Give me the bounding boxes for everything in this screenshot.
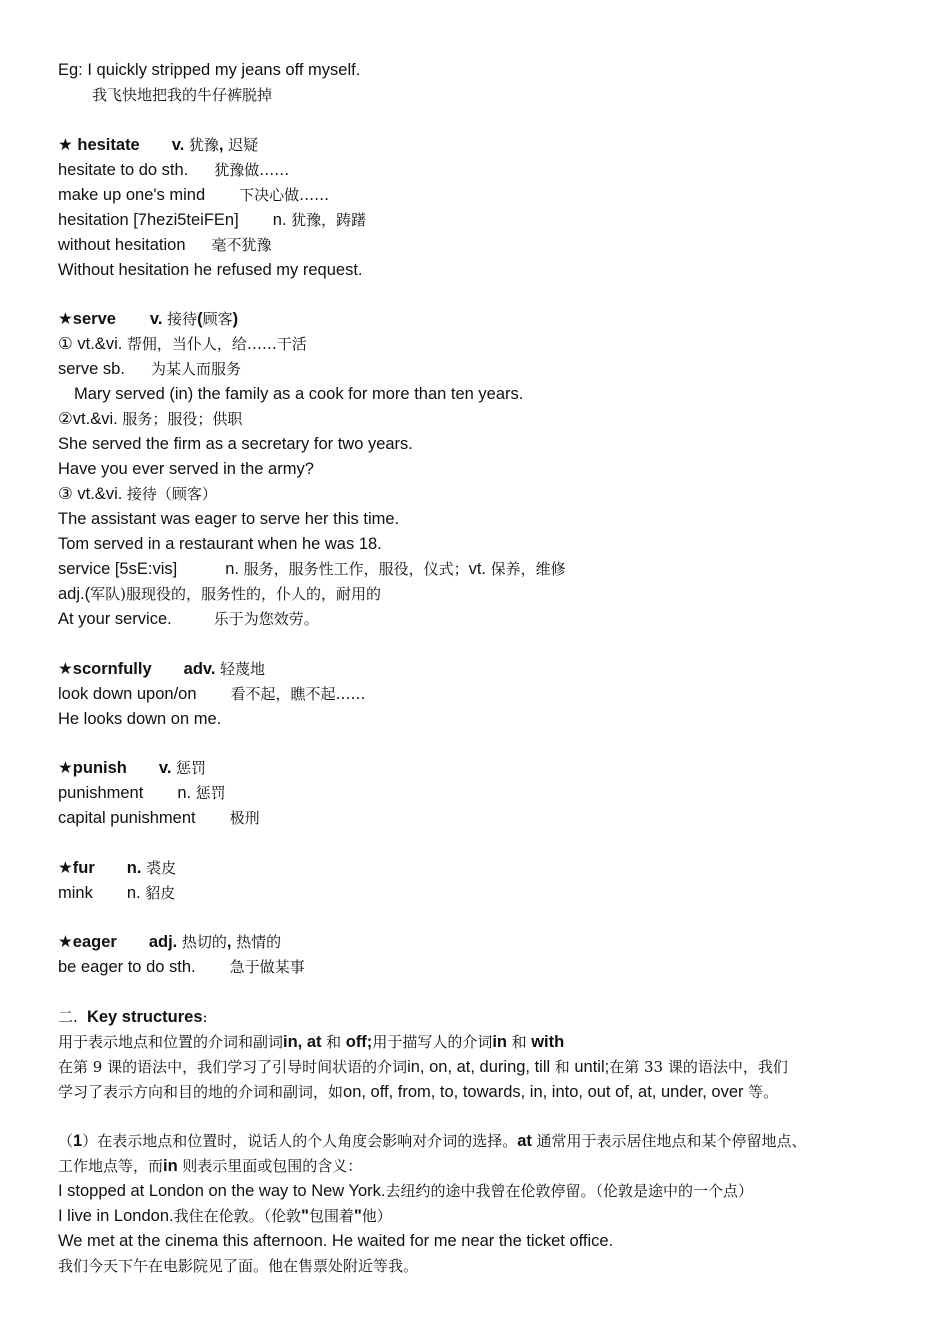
part-of-speech: n. [272,210,287,229]
phrase-row [58,233,908,258]
section-number: 二. [58,1007,78,1026]
entry-hesitate-head [58,133,908,158]
part-of-speech: v. [158,759,172,777]
headword: ★serve [58,310,116,328]
text-en: I live in London. [58,1207,174,1225]
text-en: with [531,1032,565,1051]
entry-scornfully-head [58,657,908,682]
phrase-row [58,806,908,831]
phrase-en: capital punishment [58,809,196,827]
example-sentence: Mary served (in) the family as a cook for more than ten years. [74,385,524,403]
text-en: in, at [283,1032,322,1051]
part-of-speech: adj. [148,933,178,951]
text-zh: 去纽约的途中我曾在伦敦停留。（伦敦是途中的一个点） [385,1182,753,1200]
sense-zh: 帮佣，当仆人，给……干活 [126,335,307,353]
text-zh: 包围着 [308,1207,354,1225]
phrase-zh: 下决心做…… [239,185,330,204]
part-of-speech: vt.&vi. [77,335,123,353]
example-sentence: He looks down on me. [58,709,222,728]
sense-number: ③ [58,485,73,503]
phrase-zh: )服现役的，服务性的，仆人的，耐用的 [120,585,381,603]
text-zh: 在第 9 课的语法中，我们学习了引导时间状语的介词 [58,1057,408,1076]
phrase-row [58,781,908,806]
part-of-speech: n. [126,858,142,877]
text-zh: 和 [326,1032,342,1051]
phrase-en: serve sb. [58,360,125,378]
phrase-en: hesitation [7hezi5teiFEn] [58,210,239,229]
part-of-speech: adj.( [58,585,91,603]
example-sentence [58,1179,908,1204]
definition: 裘皮 [146,858,177,877]
headword: ★punish [58,759,127,777]
text-zh: 和 [554,1057,570,1076]
paren: ) [232,310,239,328]
phrase-row [58,682,908,707]
phrase-zh: 貂皮 [145,883,176,902]
sense-number: ② [58,410,73,428]
paragraph-line [58,1030,908,1055]
phrase-en: service [5sE:vis] [58,560,178,578]
definition: 轻蔑地 [220,659,266,678]
phrase-zh: 看不起，瞧不起…… [230,684,366,703]
example-translation: 我飞快地把我的牛仔裤脱掉 [92,86,273,104]
part-of-speech: adv. [183,659,216,678]
text-en: in [492,1032,507,1051]
phrase-zh: 军队 [90,585,121,603]
text-en: off; [345,1032,373,1051]
phrase-en: mink [58,883,93,902]
text-zh: ）在表示地点和位置时，说话人的个人角度会影响对介词的选择。 [82,1132,518,1150]
text-en: in [163,1157,178,1175]
phrase-zh: 犹豫，踌躇 [291,210,367,229]
text-zh: （ [58,1132,74,1150]
text-zh: 用于表示地点和位置的介词和副词 [58,1032,284,1051]
sense-number: ① [58,335,73,353]
sense-zh: 接待（顾客） [126,485,217,503]
paragraph-line [58,1080,908,1105]
example-sentence: The assistant was eager to serve her this time. [58,510,400,528]
phrase-zh: 乐于为您效劳。 [213,610,319,628]
phrase-row [58,158,908,183]
phrase-row [58,582,908,607]
text-en: on, off, from, to, towards, in, into, out of, at, under, over [343,1082,744,1101]
text-en: in, on, at, during, till [407,1057,551,1076]
example-sentence [58,1204,908,1229]
separator: , [218,135,224,154]
phrase-zh: 惩罚 [195,784,226,802]
phrase-zh: 极刑 [229,809,260,827]
sense-row [58,407,908,432]
text-zh: 学习了表示方向和目的地的介词和副词，如 [58,1082,344,1101]
colon: : [202,1007,208,1026]
example-sentence: Tom served in a restaurant when he was 18. [58,535,382,553]
paragraph-line [58,1154,908,1179]
example-sentence [58,58,908,83]
phrase-zh: 为某人而服务 [150,360,241,378]
headword: ★eager [58,933,117,951]
phrase-en: At your service. [58,610,172,628]
phrase-row [58,955,908,980]
definition: 热切的 [181,933,227,951]
sense-row [58,482,908,507]
phrase-zh: 犹豫做…… [214,160,290,179]
entry-fur-head [58,856,908,881]
part-of-speech: v. [171,135,185,154]
example-sentence: She served the firm as a secretary for two years. [58,435,413,453]
phrase-en: look down upon/on [58,684,197,703]
phrase-row [58,357,908,382]
item-number: 1 [73,1132,83,1150]
separator: , [226,933,232,951]
phrase-row [58,183,908,208]
phrase-row [58,607,908,632]
document-page [58,58,908,1279]
quote-mark: " [301,1207,309,1225]
phrase-zh: 急于做某事 [229,958,305,976]
definition: 热情的 [236,933,282,951]
text-zh: 他） [361,1207,392,1225]
section-heading [58,1005,908,1030]
part-of-speech: v. [149,310,163,328]
example-sentence: Without hesitation he refused my request. [58,260,363,279]
definition: 顾客 [202,310,233,328]
section-title: Key structures [86,1007,203,1026]
phrase-en: hesitate to do sth. [58,160,189,179]
text-zh: 通常用于表示居住地点和某个停留地点、 [536,1132,807,1150]
phrase-row [58,208,908,233]
phrase-row [58,557,908,582]
text-zh: 我住在伦敦。（伦敦 [173,1207,302,1225]
headword: ★ hesitate [58,135,140,154]
phrase-zh: 保养，维修 [490,560,566,578]
entry-punish-head [58,756,908,781]
definition: 惩罚 [176,759,207,777]
text-en: at [517,1132,532,1150]
part-of-speech: n. [177,784,192,802]
text-en: I stopped at London on the way to New York. [58,1182,386,1200]
part-of-speech: vt.&vi. [77,485,123,503]
quote-mark: " [353,1207,362,1225]
phrase-row [58,881,908,906]
example-sentence: We met at the cinema this afternoon. He waited for me near the ticket office. [58,1232,614,1250]
part-of-speech: n. [225,560,239,578]
definition: 犹豫 [188,135,219,154]
text-zh: 用于描写人的介词 [372,1032,493,1051]
phrase-en: make up one's mind [58,185,206,204]
example-sentence: Have you ever served in the army? [58,460,314,478]
paragraph-line [58,1055,908,1080]
paragraph-line [58,1129,908,1154]
phrase-zh: 毫不犹豫 [211,235,272,254]
entry-serve-head [58,307,908,332]
text-zh: 工作地点等，而 [58,1157,164,1175]
text-zh: 和 [511,1032,527,1051]
phrase-zh: 服务，服务性工作，服役，仪式； [243,560,469,578]
text-zh: 等。 [748,1082,779,1101]
phrase-en: be eager to do sth. [58,958,196,976]
part-of-speech: vt.&vi. [72,410,118,428]
phrase-en: punishment [58,784,144,802]
part-of-speech: n. [126,883,141,902]
sense-row [58,332,908,357]
definition: 接待 [167,310,198,328]
example-en: Eg: I quickly stripped my jeans off myself. [58,61,361,79]
text-zh: 在第 33 课的语法中，我们 [609,1057,788,1076]
sense-zh: 服务；服役；供职 [122,410,243,428]
entry-eager-head [58,930,908,955]
phrase-en: without hesitation [58,235,186,254]
text-en: until; [574,1057,610,1076]
example-translation: 我们今天下午在电影院见了面。他在售票处附近等我。 [58,1257,419,1275]
definition: 迟疑 [228,135,259,154]
headword: ★scornfully [58,659,152,678]
headword: ★fur [58,858,95,877]
text-zh: 则表示里面或包围的含义： [182,1157,363,1175]
part-of-speech: vt. [468,560,486,578]
paren: ( [197,310,203,328]
